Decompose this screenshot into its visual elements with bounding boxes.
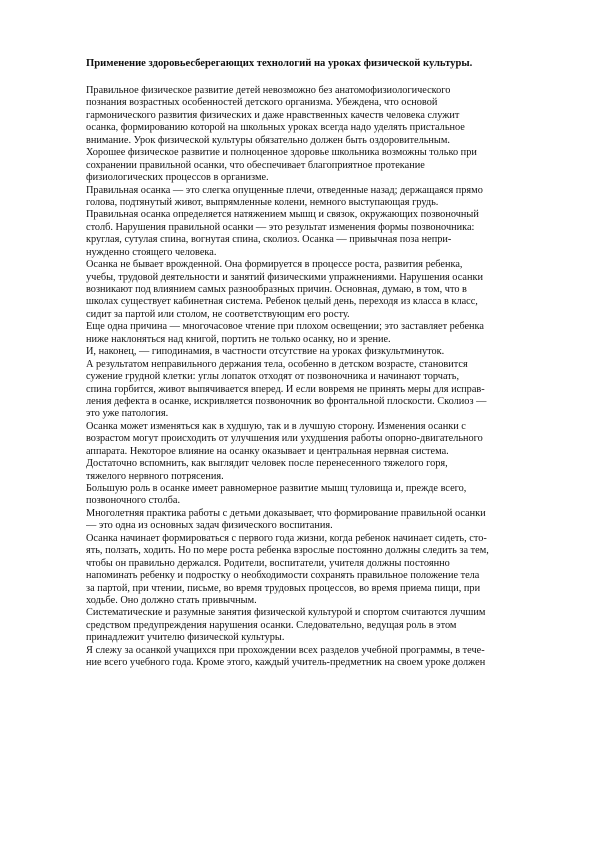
text-line: школах существует кабинетная система. Ребенок целый день, переходя из класса в класс,	[86, 296, 478, 308]
text-line: Правильное физическое развитие детей невозможно без анатомофизиологического	[86, 85, 451, 96]
text-line: столб. Нарушения правильной осанки — это результат изменения формы позвоночника:	[86, 221, 475, 233]
text-line: А результатом неправильного держания тела, особенно в детском возрасте, становится	[86, 358, 468, 370]
text-line: Многолетняя практика работы с детьми доказывает, что формирование правильной осанки	[86, 507, 486, 519]
text-line: средством предупреждения нарушения осанки. Следовательно, ведущая роль в этом	[86, 619, 457, 631]
text-line: возрастом могут происходить от улучшения или ухудшения работы опорно-двигательного	[86, 433, 483, 445]
text-line: Большую роль в осанке имеет равномерное развитие мышц туловища и, прежде всего,	[86, 483, 467, 494]
text-line: физиологических процессов в организме.	[86, 172, 269, 184]
paragraph	[86, 346, 536, 358]
text-line: гармонического развития физических и даже нравственных качеств человека служит	[86, 109, 460, 121]
text-line: это уже патология.	[86, 408, 169, 420]
text-line: Хорошее физическое развитие и полноценное здоровье школьника возможны только при	[86, 147, 477, 159]
text-line: сужение грудной клетки: углы лопаток отходят от позвоночника и начинают торчать,	[86, 371, 460, 383]
text-line: учебы, трудовой деятельности и занятий физическими упражнениями. Нарушения осанки	[86, 271, 483, 283]
document-title: Применение здоровьесберегающих технологий на уроках физической культуры.	[86, 58, 473, 69]
text-line: голова, подтянутый живот, выпрямленные колени, немного выступающая грудь.	[86, 196, 439, 208]
text-line: — это одна из основных задач физического воспитания.	[86, 520, 333, 532]
text-line: чтобы он правильно держался. Родители, воспитатели, учителя должны постоянно	[86, 557, 450, 569]
text-line: принадлежит учителю физической культуры.	[86, 632, 285, 644]
paragraph	[86, 85, 536, 147]
document-body	[86, 85, 536, 670]
paragraph	[86, 209, 536, 259]
text-line: Систематические и разумные занятия физической культурой и спортом считаются лучшим	[86, 607, 486, 619]
text-line: И, наконец, — гиподинамия, в частности отсутствие на уроках физкультминуток.	[86, 346, 445, 358]
text-line: спина горбится, живот выпячивается вперед. И если вовремя не принять меры для исправ-	[86, 383, 485, 395]
text-line: тяжелого нервного потрясения.	[86, 470, 224, 482]
text-line: круглая, сутулая спина, вогнутая спина, сколиоз. Осанка — привычная поза непри-	[86, 234, 452, 246]
text-line: Я слежу за осанкой учащихся при прохождении всех разделов учебной программы, в тече-	[86, 644, 485, 656]
paragraph	[86, 421, 536, 458]
text-line: Правильная осанка определяется натяжением мышц и связок, окружающих позвоночный	[86, 209, 479, 221]
paragraph	[86, 607, 536, 644]
paragraph	[86, 645, 536, 670]
paragraph	[86, 321, 536, 346]
text-line: сидит за партой или столом, не соответствующим его росту.	[86, 308, 350, 320]
text-line: ять, ползать, ходить. Но по мере роста ребенка взрослые постоянно должны следить за тем,	[86, 545, 489, 557]
paragraph	[86, 259, 536, 321]
text-line: Правильная осанка — это слегка опущенные плечи, отведенные назад; держащаяся прямо	[86, 184, 483, 196]
text-line: напоминать ребенку и подростку о необходимости сохранять правильное положение тела	[86, 570, 480, 582]
text-line: возникают под влиянием самых разнообразных причин. Основная, думаю, в том, что в	[86, 284, 467, 295]
text-line: внимание. Урок физической культуры обязательно должен быть оздоровительным.	[86, 134, 450, 146]
text-line: позвоночного столба.	[86, 495, 181, 507]
text-line: осанка, формированию которой на школьных уроках всегда надо уделять пристальное	[86, 122, 465, 134]
text-line: Достаточно вспомнить, как выглядит человек после перенесенного тяжелого горя,	[86, 458, 448, 470]
paragraph	[86, 483, 536, 508]
text-line: ние всего учебного года. Кроме этого, каждый учитель-предметник на своем уроке должен	[86, 657, 486, 669]
paragraph	[86, 359, 536, 421]
paragraph	[86, 458, 536, 483]
text-line: нужденно стоящего человека.	[86, 246, 217, 258]
paragraph	[86, 147, 536, 184]
text-line: познания возрастных особенностей детского организма. Убеждена, что основой	[86, 97, 438, 109]
text-line: ниже наклоняться над книгой, портить не только осанку, но и зрение.	[86, 333, 391, 345]
text-line: ходьбе. Оно должно стать привычным.	[86, 594, 257, 606]
paragraph	[86, 533, 536, 608]
text-line: сохранении правильной осанки, что обеспечивает благоприятное протекание	[86, 159, 425, 171]
text-line: Осанка начинает формироваться с первого года жизни, когда ребенок начинает сидеть, сто-	[86, 532, 487, 544]
text-line: Осанка не бывает врожденной. Она формируется в процессе роста, развития ребенка,	[86, 259, 463, 271]
text-line: Осанка может изменяться как в худшую, так и в лучшую сторону. Изменения осанки с	[86, 420, 466, 432]
text-line: за партой, при чтении, письме, во время трудовых процессов, во время приема пищи, при	[86, 582, 481, 594]
text-line: Еще одна причина — многочасовое чтение при плохом освещении; это заставляет ребенка	[86, 321, 484, 333]
text-line: аппарата. Некоторое влияние на осанку оказывает и центральная нервная система.	[86, 445, 449, 457]
text-line: ления дефекта в осанке, искривляется позвоночник во фронтальной плоскости. Сколиоз —	[86, 395, 487, 407]
paragraph	[86, 185, 536, 210]
paragraph	[86, 508, 536, 533]
